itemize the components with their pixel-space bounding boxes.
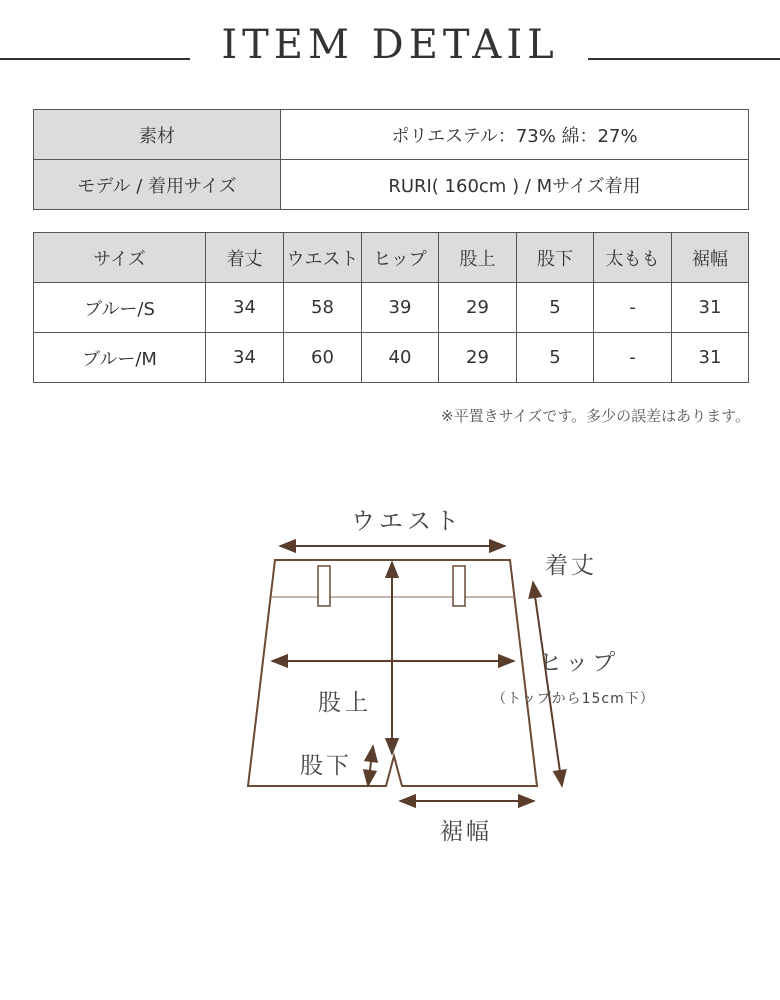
size-cell: 39 [362, 283, 439, 333]
size-header-cell: 股下 [517, 233, 594, 283]
size-table-header-row [34, 233, 749, 283]
header-rule-right [588, 58, 780, 60]
size-cell: ブルー/S [34, 283, 206, 333]
size-cell: 29 [439, 333, 517, 383]
size-cell: 5 [517, 283, 594, 333]
measurement-note: ※平置きサイズです。多少の誤差はあります。 [441, 407, 750, 425]
rise-label: 股上 [318, 690, 372, 716]
spec-label-material: 素材 [34, 110, 281, 160]
size-cell: 34 [206, 283, 284, 333]
hip-label: ヒップ [539, 650, 620, 676]
size-cell: ブルー/M [34, 333, 206, 383]
inseam-label: 股下 [300, 753, 352, 779]
size-cell: 34 [206, 333, 284, 383]
size-cell: 40 [362, 333, 439, 383]
length-label: 着丈 [545, 553, 597, 579]
section-title: ITEM DETAIL [221, 22, 559, 68]
hem-label: 裾幅 [440, 819, 492, 845]
inseam-arrow [368, 746, 373, 786]
table-row [34, 333, 749, 383]
size-cell: 58 [284, 283, 362, 333]
size-header-cell: サイズ [34, 233, 206, 283]
size-cell: 31 [672, 333, 749, 383]
size-cell: 29 [439, 283, 517, 333]
waist-label: ウエスト [351, 507, 463, 535]
length-arrow [533, 582, 562, 786]
spec-row-material [34, 110, 749, 160]
spec-value-model: RURI( 160cm ) / Mサイズ着用 [281, 160, 749, 210]
shorts-measurement-diagram [0, 470, 780, 890]
hip-note-label: （トップから15cm下） [492, 691, 655, 707]
size-cell: - [594, 283, 672, 333]
size-table [33, 232, 749, 383]
size-cell: 31 [672, 283, 749, 333]
size-header-cell: 股上 [439, 233, 517, 283]
size-cell: - [594, 333, 672, 383]
spec-table [33, 109, 749, 210]
size-header-cell: 裾幅 [672, 233, 749, 283]
table-row [34, 283, 749, 333]
spec-value-material: ポリエステル：73% 綿：27% [281, 110, 749, 160]
spec-row-model [34, 160, 749, 210]
belt-loop-left [318, 566, 330, 606]
size-header-cell: 太もも [594, 233, 672, 283]
belt-loop-right [453, 566, 465, 606]
size-header-cell: ヒップ [362, 233, 439, 283]
size-header-cell: ウエスト [284, 233, 362, 283]
size-header-cell: 着丈 [206, 233, 284, 283]
size-cell: 60 [284, 333, 362, 383]
spec-label-model: モデル / 着用サイズ [34, 160, 281, 210]
section-header [0, 14, 780, 74]
header-rule-left [0, 58, 190, 60]
size-cell: 5 [517, 333, 594, 383]
